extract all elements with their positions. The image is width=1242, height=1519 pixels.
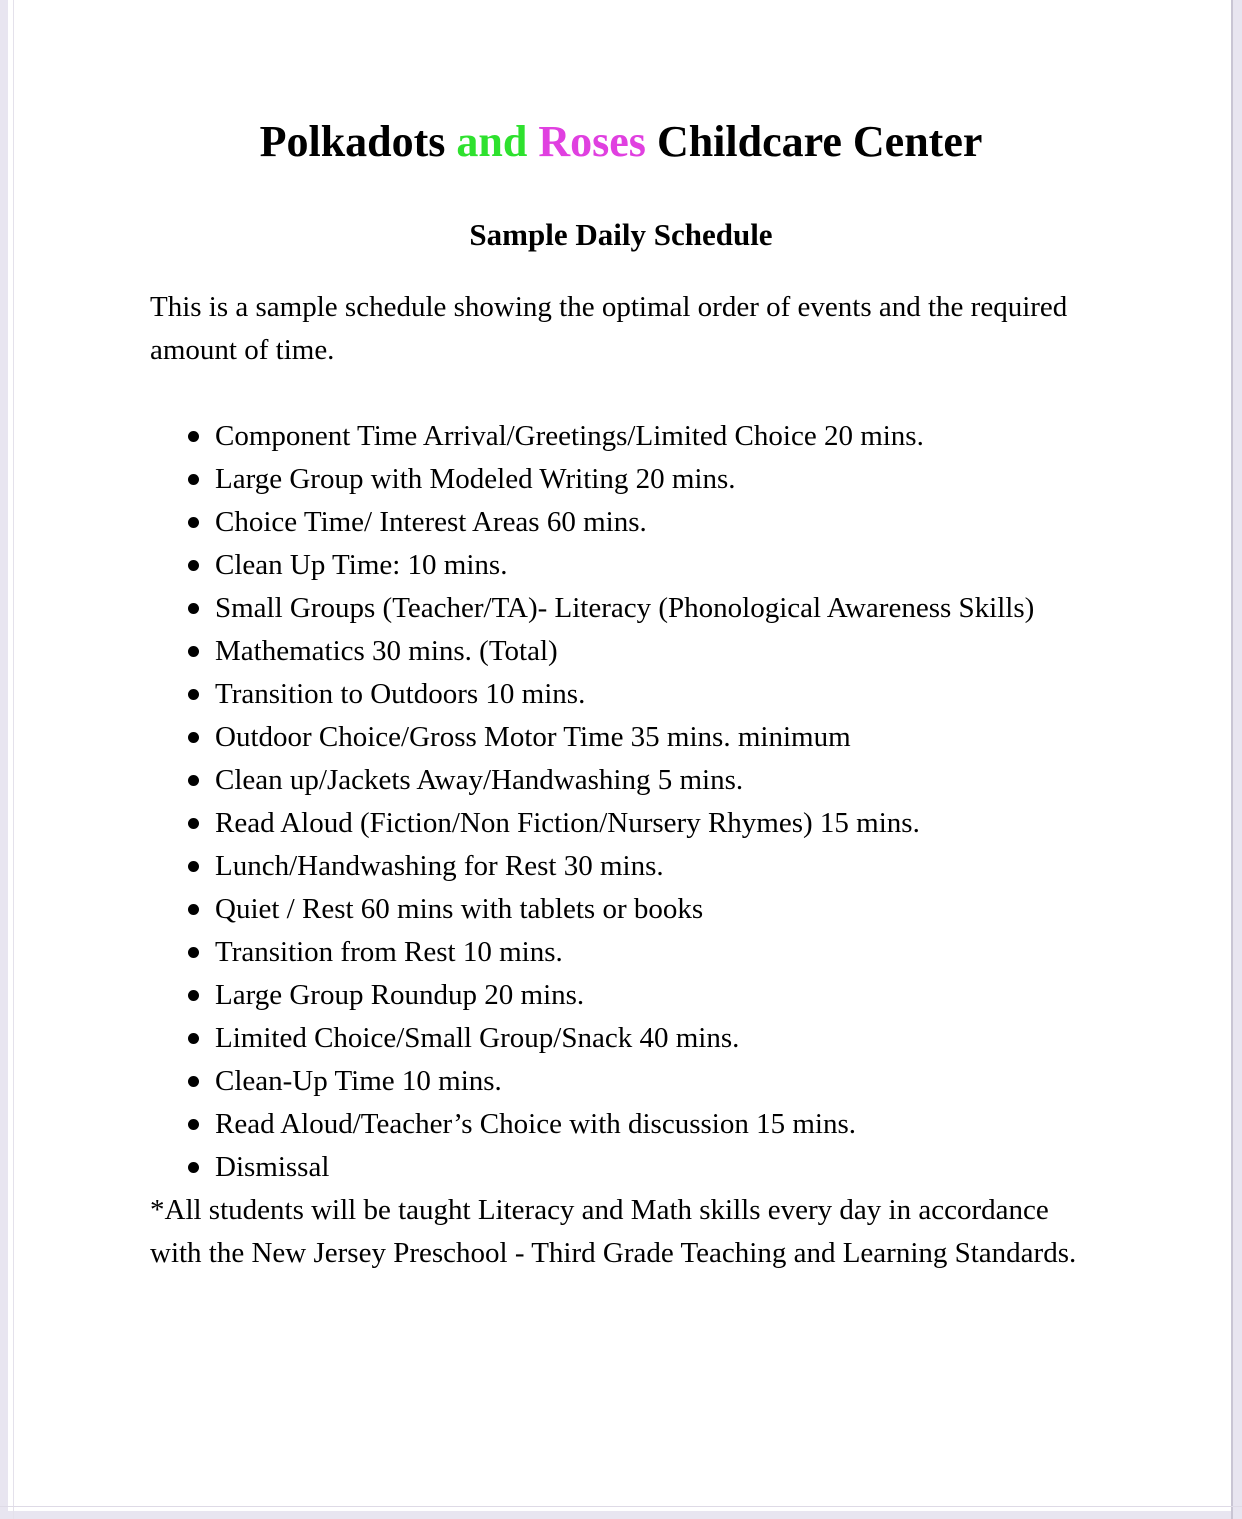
schedule-item: Choice Time/ Interest Areas 60 mins. (215, 501, 1115, 544)
title-segment-roses: Roses (538, 117, 646, 166)
schedule-item: Clean up/Jackets Away/Handwashing 5 mins. (215, 759, 1115, 802)
schedule-item: Mathematics 30 mins. (Total) (215, 630, 1115, 673)
schedule-item: Quiet / Rest 60 mins with tablets or books (215, 888, 1115, 931)
schedule-item: Clean-Up Time 10 mins. (215, 1060, 1115, 1103)
schedule-item: Read Aloud (Fiction/Non Fiction/Nursery Rhymes) 15 mins. (215, 802, 1115, 845)
page-edge-bottom (0, 1511, 1242, 1519)
title-segment-childcare-center: Childcare Center (645, 117, 983, 166)
intro-paragraph: This is a sample schedule showing the optimal order of events and the required amount of time. (150, 291, 1068, 366)
title-segment-space (527, 117, 538, 166)
schedule-item: Dismissal (215, 1146, 1115, 1189)
schedule-item: Transition to Outdoors 10 mins. (215, 673, 1115, 716)
schedule-item: Clean Up Time: 10 mins. (215, 544, 1115, 587)
page-subtitle: Sample Daily Schedule (469, 217, 773, 252)
schedule-item: Read Aloud/Teacher’s Choice with discussion 15 mins. (215, 1103, 1115, 1146)
page-title (0, 0, 1242, 167)
title-segment-and: and (456, 117, 528, 166)
page-edge-left (0, 0, 8, 1519)
page-edge-right (1233, 0, 1242, 1519)
schedule-item: Outdoor Choice/Gross Motor Time 35 mins. minimum (215, 716, 1115, 759)
footnote-paragraph: *All students will be taught Literacy and Math skills every day in accordance with the New Jersey Preschool - Third Grade Teaching and Learning Standards. (150, 1194, 1077, 1269)
schedule-item: Transition from Rest 10 mins. (215, 931, 1115, 974)
schedule-item: Large Group Roundup 20 mins. (215, 974, 1115, 1017)
schedule-item: Small Groups (Teacher/TA)- Literacy (Phonological Awareness Skills) (215, 587, 1115, 630)
schedule-item: Limited Choice/Small Group/Snack 40 mins. (215, 1017, 1115, 1060)
page-edge-line-right (1231, 0, 1233, 1519)
page-edge-line-bottom (0, 1506, 1242, 1507)
schedule-item: Lunch/Handwashing for Rest 30 mins. (215, 845, 1115, 888)
page-edge-line-left (13, 0, 14, 1519)
schedule-item: Large Group with Modeled Writing 20 mins. (215, 458, 1115, 501)
schedule-item: Component Time Arrival/Greetings/Limited Choice 20 mins. (215, 415, 1115, 458)
title-segment-polkadots: Polkadots (259, 117, 457, 166)
schedule-list (0, 415, 1115, 1189)
